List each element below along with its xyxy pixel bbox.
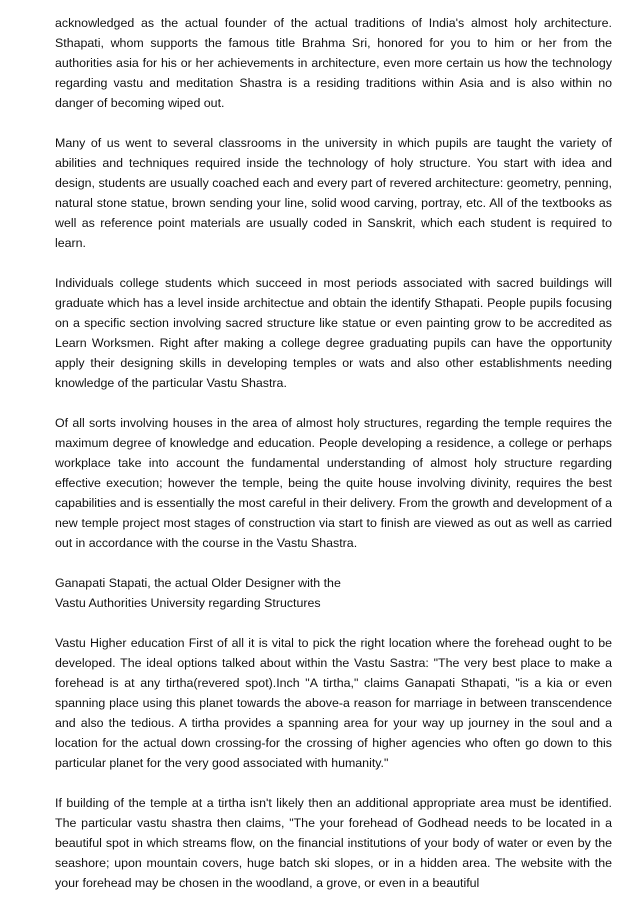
caption-line-1: Ganapati Stapati, the actual Older Designer with the — [55, 576, 341, 590]
paragraph-university-classrooms: Many of us went to several classrooms in the university in which pupils are taught the variety of abilities and techniques required inside the technology of holy structure. You start with idea and design, students are usually coached each and every part of revered architecture: geometry, penning, natural stone statue, brown sending your line, solid wood carving, portray, etc. All of the textbooks as well as reference point materials are usually coded in Sanskrit, which each student is required to learn. — [55, 136, 612, 250]
paragraph-graduation: Individuals college students which succeed in most periods associated with sacred buildings will graduate which has a level inside architectue and obtain the identify Sthapati. People pupils focusing on a specific section involving sacred structure like statue or even painting grow to be accredited as Learn Worksmen. Right after making a college degree graduating pupils can have the opportunity apply their designing skills in developing temples or wats and also other establishments needing knowledge of the particular Vastu Shastra. — [55, 276, 612, 390]
image-caption — [55, 573, 612, 613]
paragraph-temple-requirements: Of all sorts involving houses in the area of almost holy structures, regarding the temple requires the maximum degree of knowledge and education. People developing a residence, a college or perhaps workplace take into account the fundamental understanding of almost holy structure regarding effective execution; however the temple, being the quite house involving divinity, requires the best capabilities and is essentially the most careful in their delivery. From the growth and development of a new temple project most stages of construction via start to finish are viewed as out as well as carried out in accordance with the course in the Vastu Shastra. — [55, 416, 612, 550]
caption-line-2: Vastu Authorities University regarding Structures — [55, 596, 321, 610]
paragraph-architecture-tradition: acknowledged as the actual founder of the actual traditions of India's almost holy architecture. Sthapati, whom supports the famous title Brahma Sri, honored for you to him or her from the authorities asia for his or her achievements in architecture, even more certain us how the technology regarding vastu and meditation Shastra is a residing traditions within Asia and is also within no danger of becoming wiped out. — [55, 16, 612, 110]
paragraph-tirtha-location: Vastu Higher education First of all it is vital to pick the right location where the forehead ought to be developed. The ideal options talked about within the Vastu Sastra: "The very best place to make a forehead is at any tirtha(revered spot).Inch "A tirtha," claims Ganapati Sthapati, "is a kia or even spanning place using this planet towards the above-a reason for marriage in between transcendence and also the tedious. A tirtha provides a spanning area for your way up journey in the soul and a location for the actual down crossing-for the crossing of higher agencies who often go down to this particular planet for the very good associated with humanity." — [55, 636, 612, 770]
paragraph-alternative-location: If building of the temple at a tirtha isn't likely then an additional appropriate area must be identified. The particular vastu shastra then claims, "The your forehead of Godhead needs to be located in a beautiful spot in which streams flow, on the financial institutions of your body of water or even by the seashore; upon mountain covers, huge batch ski slopes, or in a hidden area. The website with the your forehead may be chosen in the woodland, a grove, or even in a beautiful — [55, 796, 612, 890]
